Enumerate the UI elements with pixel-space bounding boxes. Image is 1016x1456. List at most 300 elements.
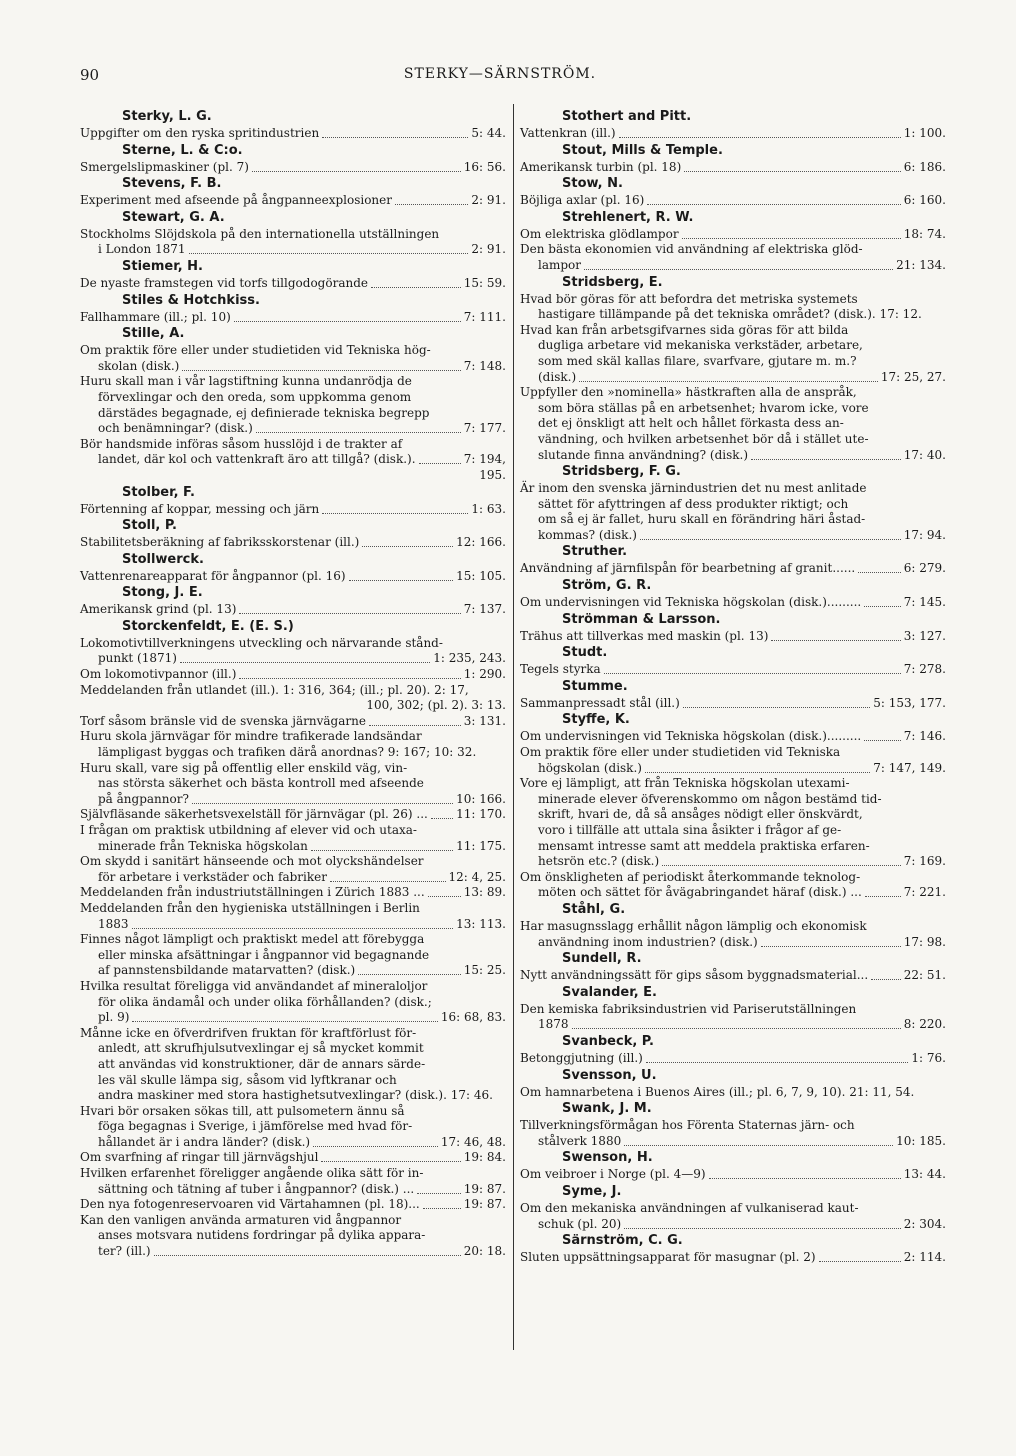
index-entry	[520, 919, 946, 950]
volume-page-ref: 7: 278.	[903, 662, 946, 677]
volume-page-ref: 3: 131.	[463, 713, 506, 728]
volume-page-ref: 13: 113.	[456, 916, 506, 931]
entry-text: Hvilka resultat föreligga vid användandet af mineraloljor	[80, 978, 428, 993]
volume-page-ref: 12: 166.	[456, 535, 506, 550]
index-entry	[520, 385, 946, 463]
entry-text: högskolan (disk.)	[538, 760, 642, 775]
entry-text: anses motsvara nutidens fordringar på dylika appara-	[98, 1228, 426, 1243]
leader-dots	[858, 561, 901, 573]
entry-text: Huru skall, vare sig på offentlig eller enskild väg, vin-	[80, 760, 408, 775]
entry-text: Meddelanden från industriutställningen i Zürich 1883 ...	[80, 885, 425, 900]
index-entry	[80, 1150, 506, 1166]
volume-page-ref: 7: 137.	[463, 602, 506, 617]
index-entry	[80, 823, 506, 854]
volume-page-ref: 13: 44.	[903, 1167, 946, 1182]
leader-dots	[579, 370, 878, 382]
entry-text: hastigare tillämpande på det tekniska området? (disk.). 17: 12.	[538, 307, 922, 322]
entry-text: lampor	[538, 257, 582, 272]
author-heading: Sundell, R.	[562, 951, 642, 967]
leader-dots	[584, 258, 893, 270]
entry-text: Hvad kan från arbetsgifvarnes sida göras för att bilda	[520, 322, 849, 337]
entry-text: Om lokomotivpannor (ill.)	[80, 667, 237, 682]
volume-page-ref: 7: 111.	[463, 309, 506, 324]
index-entry	[80, 1166, 506, 1197]
author-heading: Stridsberg, F. G.	[562, 464, 681, 480]
volume-page-ref: 7: 148.	[463, 358, 506, 373]
index-entry	[80, 569, 506, 585]
leader-dots	[864, 595, 901, 607]
column-divider	[513, 104, 514, 1350]
author-heading: Struther.	[562, 544, 628, 560]
author-heading: Stoll, P.	[122, 518, 177, 534]
author-heading: Styffe, K.	[562, 712, 630, 728]
volume-page-ref: 5: 44.	[471, 126, 506, 140]
volume-page-ref: 18: 74.	[903, 226, 946, 241]
volume-page-ref: 6: 160.	[903, 193, 946, 208]
leader-dots	[349, 569, 454, 581]
leader-dots	[865, 885, 901, 897]
entry-text: Experiment med afseende på ångpanneexplosioner	[80, 193, 392, 208]
index-entry	[520, 696, 946, 712]
index-entry	[520, 227, 946, 243]
entry-text: Tillverkningsförmågan hos Förenta Staternas järn- och	[520, 1118, 855, 1133]
entry-last-line	[80, 963, 506, 979]
volume-page-ref: 11: 175.	[456, 838, 506, 853]
author-heading: Swank, J. M.	[562, 1101, 652, 1117]
index-entry	[520, 126, 946, 142]
author-heading: Stolber, F.	[122, 484, 195, 500]
entry-text: stålverk 1880	[538, 1133, 622, 1148]
entry-text: Huru skall man i vår lagstiftning kunna undanrödja de	[80, 374, 412, 389]
volume-page-ref: 3: 127.	[903, 628, 946, 643]
index-entry	[520, 595, 946, 611]
entry-text: Smergelslipmaskiner (pl. 7)	[80, 159, 249, 174]
leader-dots	[428, 885, 461, 897]
index-entry	[80, 502, 506, 518]
volume-page-ref: 15: 105.	[456, 568, 506, 583]
running-head: STERKY—SÄRNSTRÖM.	[403, 66, 597, 82]
index-entry	[520, 662, 946, 678]
index-entry	[520, 242, 946, 273]
volume-page-ref: 7: 221.	[903, 885, 946, 900]
index-entry	[520, 1051, 946, 1067]
entry-text: af pannstensbildande matarvatten? (disk.)	[98, 963, 356, 978]
entry-last-line	[520, 1134, 946, 1150]
entry-last-line	[80, 885, 506, 901]
entry-last-line	[520, 227, 946, 243]
index-entry	[520, 968, 946, 984]
entry-text: Den nya fotogenreservoaren vid Värtahamnen (pl. 18)...	[80, 1197, 420, 1212]
entry-last-line	[80, 714, 506, 730]
page-number: 90	[80, 66, 100, 84]
index-entry	[80, 193, 506, 209]
entry-last-line	[80, 421, 506, 437]
entry-text: Användning af järnfilspån för bearbetning af granit......	[520, 561, 856, 576]
entry-text: på ångpannor?	[98, 791, 189, 806]
index-entry	[520, 323, 946, 385]
index-entry	[520, 776, 946, 870]
volume-page-ref: 2: 304.	[903, 1216, 946, 1231]
author-heading: Stiles & Hotchkiss.	[122, 292, 260, 308]
volume-page-ref: 6: 279.	[903, 561, 946, 576]
leader-dots	[311, 839, 453, 851]
author-heading: Storckenfeldt, E. (E. S.)	[122, 618, 294, 634]
index-entry	[80, 667, 506, 683]
index-entry	[80, 729, 506, 760]
leader-dots	[624, 1217, 901, 1229]
entry-last-line	[520, 126, 946, 142]
leader-dots	[604, 662, 901, 674]
volume-page-ref: 2: 91.	[471, 193, 506, 208]
entry-last-line	[80, 602, 506, 618]
leader-dots	[330, 870, 446, 882]
index-entry	[80, 276, 506, 292]
entry-text: Torf såsom bränsle vid de svenska järnvägarne	[80, 713, 366, 728]
index-entry	[80, 807, 506, 823]
author-heading: Stridsberg, E.	[562, 274, 663, 290]
index-entry	[80, 1026, 506, 1104]
author-heading: Särnström, C. G.	[562, 1233, 683, 1249]
entry-last-line	[520, 258, 946, 274]
entry-text: Uppfyller den »nominella» hästkraften alla de anspråk,	[520, 385, 857, 400]
leader-dots	[154, 1244, 461, 1256]
entry-last-line	[520, 1051, 946, 1067]
entry-last-line	[520, 1017, 946, 1033]
leader-dots	[771, 629, 900, 641]
entry-text: Finnes något lämpligt och praktiskt medel att förebygga	[80, 932, 425, 947]
entry-text: Bör handsmide införas såsom husslöjd i de trakter af	[80, 436, 403, 451]
entry-last-line	[520, 885, 946, 901]
leader-dots	[189, 242, 469, 254]
volume-page-ref: 10: 166.	[456, 791, 506, 806]
entry-text: Böjliga axlar (pl. 16)	[520, 193, 645, 208]
entry-text: att användas vid konstruktioner, där de annars särde-	[98, 1056, 426, 1071]
entry-text: vändning, och hvilken arbetsenhet bör då i stället ute-	[538, 431, 869, 446]
entry-text: slutande finna användning? (disk.)	[538, 447, 749, 462]
index-entry	[80, 714, 506, 730]
author-heading: Svalander, E.	[562, 984, 657, 1000]
index-entry	[80, 932, 506, 979]
entry-last-line	[520, 1250, 946, 1266]
entry-text: därstädes begagnade, ej definierade tekniska begrepp	[98, 405, 430, 420]
entry-text: Amerikansk grind (pl. 13)	[80, 602, 237, 617]
leader-dots	[647, 193, 900, 205]
volume-page-ref: 10: 185.	[896, 1133, 946, 1148]
entry-text: 1878	[538, 1017, 569, 1032]
entry-text: Sluten uppsättningsapparat för masugnar (pl. 2)	[520, 1250, 816, 1265]
entry-last-line	[520, 528, 946, 544]
entry-text: Om hamnarbetena i Buenos Aires (ill.; pl. 6, 7, 9, 10). 21: 11, 54.	[520, 1084, 915, 1099]
leader-dots	[239, 667, 460, 679]
index-entry	[80, 1104, 506, 1151]
author-heading: Svanbeck, P.	[562, 1033, 654, 1049]
entry-text: Förtenning af koppar, messing och järn	[80, 501, 320, 516]
entry-text: Om elektriska glödlampor	[520, 226, 679, 241]
author-heading: Sterne, L. & C:o.	[122, 142, 243, 158]
index-entry	[80, 374, 506, 436]
entry-last-line	[80, 502, 506, 518]
index-entry	[520, 729, 946, 745]
index-entry	[520, 870, 946, 901]
entry-text: hållandet är i andra länder? (disk.)	[98, 1134, 311, 1149]
entry-text: om så ej är fallet, huru skall en förändring häri åstad-	[538, 512, 866, 527]
volume-page-ref: 15: 59.	[463, 275, 506, 290]
index-entry	[520, 292, 946, 323]
entry-text: I frågan om praktisk utbildning af elever vid och utaxa-	[80, 823, 417, 837]
volume-page-ref: 20: 18.	[463, 1244, 506, 1259]
author-heading: Stevens, F. B.	[122, 176, 222, 192]
entry-last-line	[80, 276, 506, 292]
entry-last-line	[520, 1167, 946, 1183]
volume-page-ref: 6: 186.	[903, 159, 946, 174]
entry-last-line	[80, 917, 506, 933]
entry-last-line	[520, 696, 946, 712]
volume-page-ref: 22: 51.	[903, 968, 946, 983]
author-heading: Stiemer, H.	[122, 258, 203, 274]
leader-dots	[321, 1150, 460, 1162]
entry-text: Vore ej lämpligt, att från Tekniska högskolan utexami-	[520, 776, 850, 791]
index-entry	[520, 745, 946, 776]
leader-dots	[683, 696, 870, 708]
entry-last-line	[80, 792, 506, 808]
volume-page-ref: 7: 194,	[463, 452, 506, 467]
entry-text: Om skydd i sanitärt hänseende och mot olyckshändelser	[80, 854, 424, 869]
entry-text: Huru skola järnvägar för mindre trafikerade landsändar	[80, 729, 422, 744]
index-entry	[80, 602, 506, 618]
leader-dots	[819, 1250, 901, 1262]
index-entry	[520, 160, 946, 176]
entry-text: Uppgifter om den ryska spritindustrien	[80, 126, 320, 140]
entry-text: dugliga arbetare vid mekaniska verkstäder, arbetare,	[538, 338, 863, 353]
volume-page-ref: 19: 87.	[463, 1181, 506, 1196]
entry-last-line	[520, 193, 946, 209]
index-entry	[80, 683, 506, 714]
volume-page-ref: 2: 114.	[903, 1250, 946, 1265]
index-entry	[80, 979, 506, 1026]
volume-page-ref: 1: 290.	[463, 667, 506, 682]
leader-dots	[192, 792, 453, 804]
entry-last-line	[80, 1150, 506, 1166]
volume-page-ref: 7: 169.	[903, 854, 946, 869]
entry-text: Nytt användningssätt för gips såsom byggnadsmaterial...	[520, 968, 869, 983]
entry-text: Tegels styrka	[520, 662, 601, 677]
entry-text: Meddelanden från utlandet (ill.). 1: 316, 364; (ill.; pl. 20). 2: 17,	[80, 682, 469, 697]
volume-page-ref: 11: 170.	[456, 807, 506, 822]
volume-page-ref: 7: 177.	[463, 421, 506, 436]
author-heading: Stong, J. E.	[122, 585, 203, 601]
entry-last-line	[520, 160, 946, 176]
author-heading: Ståhl, G.	[562, 901, 626, 917]
entry-text: landet, där kol och vattenkraft äro att tillgå? (disk.).	[98, 452, 416, 467]
entry-text: pl. 9)	[98, 1010, 130, 1025]
index-column-right	[520, 108, 946, 1266]
author-heading: Stille, A.	[122, 326, 185, 342]
author-heading: Swenson, H.	[562, 1150, 653, 1166]
author-heading: Stow, N.	[562, 176, 623, 192]
entry-text: minerade elever öfverenskommo om någon bestämd tid-	[538, 791, 882, 806]
leader-dots	[358, 963, 461, 975]
entry-text: nas största säkerhet och bästa kontroll med afseende	[98, 776, 424, 791]
leader-dots	[252, 160, 461, 172]
entry-text: Självfläsande säkerhetsvexelställ för järnvägar (pl. 26) ...	[80, 807, 428, 822]
entry-text: Sammanpressadt stål (ill.)	[520, 695, 680, 710]
entry-last-line	[520, 968, 946, 984]
leader-dots	[322, 502, 468, 514]
entry-text: Vattenkran (ill.)	[520, 126, 616, 140]
volume-page-ref: 1: 235, 243.	[433, 651, 506, 666]
entry-text: i London 1871	[98, 242, 186, 257]
entry-text: punkt (1871)	[98, 651, 177, 666]
entry-text: les väl skulle lämpa sig, såsom vid lyftkranar och	[98, 1072, 397, 1087]
author-heading: Stollwerck.	[122, 551, 204, 567]
entry-text: möten och sättet för åvägabringandet häraf (disk.) ...	[538, 885, 862, 900]
entry-text: Om svarfning af ringar till järnvägshjul	[80, 1150, 319, 1165]
entry-text: Om undervisningen vid Tekniska högskolan (disk.).........	[520, 595, 862, 610]
entry-text: Vattenrenareapparat för ångpannor (pl. 16)	[80, 568, 346, 583]
index-entry	[80, 885, 506, 901]
author-heading: Stout, Mills & Temple.	[562, 142, 723, 158]
index-entry	[80, 636, 506, 667]
entry-text: Är inom den svenska järnindustrien det nu mest anlitade	[520, 481, 867, 496]
author-heading: Stothert and Pitt.	[562, 109, 692, 124]
author-heading: Stewart, G. A.	[122, 209, 225, 225]
leader-dots	[682, 227, 901, 239]
volume-page-ref: 19: 87.	[463, 1197, 506, 1212]
entry-last-line	[80, 126, 506, 142]
index-entry	[520, 1250, 946, 1266]
volume-page-ref: 7: 147, 149.	[873, 760, 946, 775]
entry-last-line	[520, 935, 946, 951]
entry-last-line	[80, 1182, 506, 1198]
entry-text: Har masugnsslagg erhållit någon lämplig och ekonomisk	[520, 918, 867, 933]
volume-page-ref: 8: 220.	[903, 1017, 946, 1032]
entry-text: De nyaste framstegen vid torfs tillgodogörande	[80, 275, 368, 290]
author-heading: Strehlenert, R. W.	[562, 209, 694, 225]
entry-text: Om önskligheten af periodiskt återkommande teknolog-	[520, 869, 861, 884]
entry-text: lämpligast byggas och trafiken därå anordnas? 9: 167; 10: 32.	[98, 745, 477, 760]
volume-page-ref: 17: 40.	[903, 447, 946, 462]
entry-text: Om praktik före eller under studietiden vid Tekniska	[520, 745, 841, 760]
leader-dots	[709, 1167, 901, 1179]
index-entry	[80, 854, 506, 885]
index-entry	[520, 629, 946, 645]
entry-last-line	[520, 370, 946, 386]
leader-dots	[417, 1182, 461, 1194]
volume-page-ref: 16: 68, 83.	[440, 1010, 506, 1025]
volume-page-ref: 12: 4, 25.	[448, 869, 506, 884]
volume-page-ref: 100, 302; (pl. 2). 3: 13.	[366, 698, 506, 713]
leader-dots	[864, 729, 901, 741]
entry-last-line	[80, 452, 506, 468]
leader-dots	[640, 528, 901, 540]
entry-text: voro i tillfälle att uttala sina åsikter i frågor af ge-	[538, 823, 842, 837]
entry-last-line	[80, 807, 506, 823]
entry-last-line	[80, 569, 506, 585]
leader-dots	[646, 1051, 909, 1063]
index-entry	[80, 343, 506, 374]
volume-page-ref: 16: 56.	[463, 159, 506, 174]
entry-text: Hvari bör orsaken sökas till, att pulsometern ännu så	[80, 1103, 405, 1118]
entry-text: Stabilitetsberäkning af fabriksskorstenar (ill.)	[80, 535, 360, 550]
volume-page-ref: 19: 84.	[463, 1150, 506, 1165]
entry-text: 1883	[98, 916, 129, 931]
volume-page-ref: 2: 91.	[471, 242, 506, 257]
index-entry	[80, 535, 506, 551]
volume-page-ref: 7: 145.	[903, 595, 946, 610]
entry-text: för arbetare i verkstäder och fabriker	[98, 869, 327, 884]
index-entry	[80, 1213, 506, 1260]
entry-last-line	[520, 595, 946, 611]
leader-dots	[761, 935, 901, 947]
volume-page-ref: 17: 25, 27.	[880, 369, 946, 384]
entry-last-line	[520, 662, 946, 678]
leader-dots	[239, 602, 460, 614]
leader-dots	[362, 535, 453, 547]
entry-text: kommas? (disk.)	[538, 527, 637, 542]
entry-text: minerade från Tekniska högskolan	[98, 838, 308, 853]
leader-dots	[684, 160, 901, 172]
entry-text: Kan den vanligen använda armaturen vid ångpannor	[80, 1212, 402, 1227]
author-heading: Sterky, L. G.	[122, 109, 212, 124]
entry-text: Hvad bör göras för att befordra det metriska systemets	[520, 291, 858, 306]
index-entry	[520, 1201, 946, 1232]
entry-text: eller minska afsättningar i ångpannor vid begagnande	[98, 947, 430, 962]
leader-dots	[431, 807, 453, 819]
leader-dots	[180, 651, 430, 663]
author-heading: Ström, G. R.	[562, 578, 652, 594]
author-heading: Stumme.	[562, 678, 628, 694]
leader-dots	[313, 1135, 438, 1147]
volume-page-ref: 17: 46, 48.	[440, 1134, 506, 1149]
entry-last-line	[520, 854, 946, 870]
entry-last-line	[80, 535, 506, 551]
volume-page-ref: 1: 63.	[471, 501, 506, 516]
index-entry	[520, 1085, 946, 1101]
entry-last-line	[520, 629, 946, 645]
leader-dots	[234, 310, 461, 322]
leader-dots	[371, 276, 461, 288]
volume-page-ref: 13: 89.	[463, 885, 506, 900]
volume-page-ref: 21: 134.	[896, 257, 946, 272]
index-column-left	[80, 108, 506, 1260]
entry-text: Om undervisningen vid Tekniska högskolan (disk.).........	[520, 729, 862, 744]
index-entry	[80, 227, 506, 258]
author-heading: Studt.	[562, 645, 608, 661]
leader-dots	[132, 1010, 437, 1022]
entry-text: Om praktik före eller under studietiden vid Tekniska hög-	[80, 343, 431, 358]
page-header	[80, 66, 920, 90]
entry-last-line	[520, 761, 946, 777]
leader-dots	[369, 714, 461, 726]
volume-page-ref: 15: 25.	[463, 963, 506, 978]
leader-dots	[182, 359, 460, 371]
entry-text: förvexlingar och den oreda, som uppkomma genom	[98, 389, 412, 404]
entry-text: skolan (disk.)	[98, 358, 180, 373]
entry-last-line	[80, 839, 506, 855]
entry-text: Om den mekaniska användningen af vulkaniserad kaut-	[520, 1200, 859, 1215]
volume-page-ref: 1: 100.	[903, 126, 946, 140]
leader-dots	[132, 917, 454, 929]
entry-text: Betonggjutning (ill.)	[520, 1050, 643, 1065]
entry-text: Meddelanden från den hygieniska utställningen i Berlin	[80, 900, 420, 915]
index-entry	[520, 481, 946, 543]
entry-text: andra maskiner med stora hastighetsutvexlingar? (disk.). 17: 46.	[98, 1088, 493, 1103]
entry-text: mensamt intresse samt att meddela praktiska erfaren-	[538, 838, 870, 853]
entry-text: för olika ändamål och under olika förhållanden? (disk.;	[98, 994, 432, 1009]
entry-text: Hvilken erfarenhet föreligger angående olika sätt för in-	[80, 1166, 424, 1181]
index-entry	[80, 160, 506, 176]
entry-last-line	[80, 651, 506, 667]
